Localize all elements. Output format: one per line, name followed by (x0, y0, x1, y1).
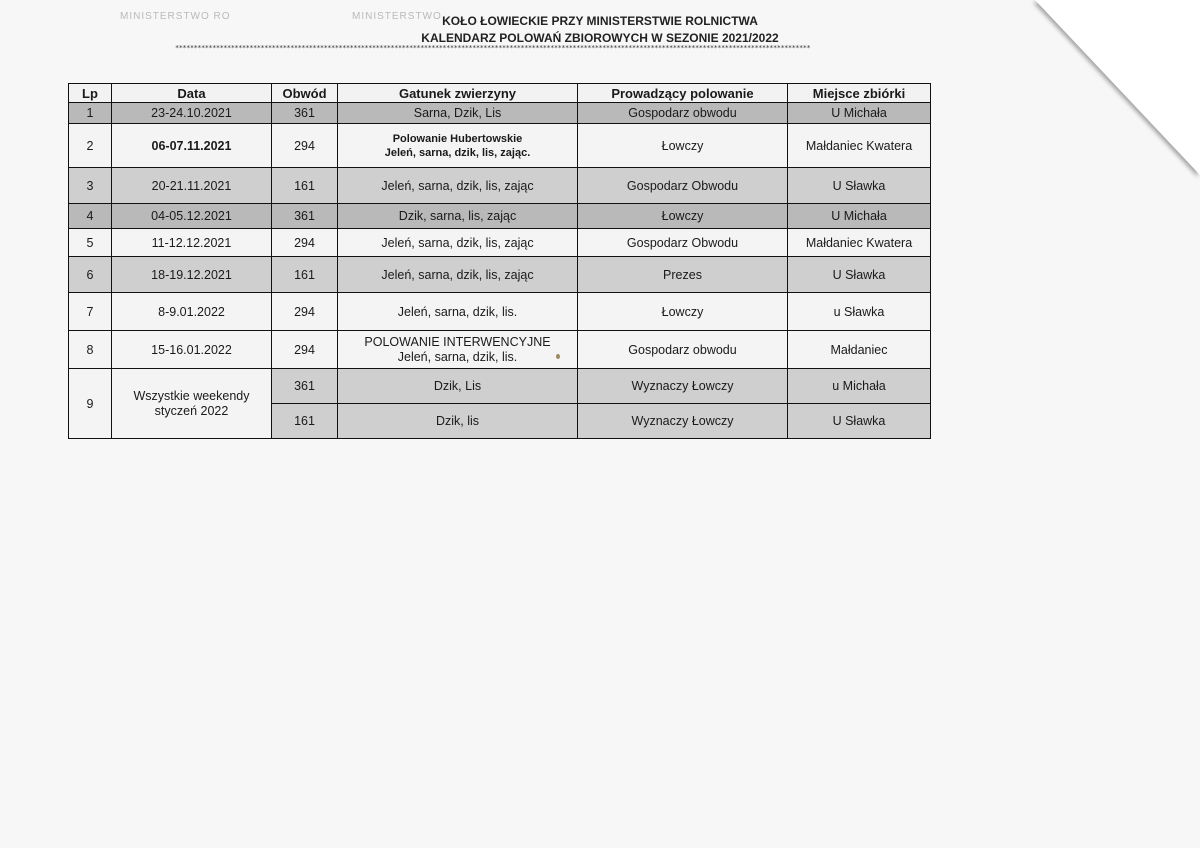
cell-miejsce: Małdaniec Kwatera (788, 124, 931, 168)
cell-obwod: 161 (272, 168, 338, 204)
ink-speck (556, 354, 560, 359)
cell-data: 18-19.12.2021 (112, 257, 272, 293)
cell-lp: 6 (69, 257, 112, 293)
cell-gatunek: Dzik, sarna, lis, zając (338, 204, 578, 229)
cell-prowadzacy: Łowczy (578, 124, 788, 168)
table-row (69, 331, 931, 369)
cell-obwod: 161 (272, 404, 338, 439)
cell-data: 20-21.11.2021 (112, 168, 272, 204)
hunt-title: POLOWANIE INTERWENCYJNE (364, 334, 551, 349)
cell-obwod: 294 (272, 293, 338, 331)
cell-prowadzacy: Prezes (578, 257, 788, 293)
cell-miejsce: u Michała (788, 369, 931, 404)
cell-obwod: 361 (272, 103, 338, 124)
col-header-data: Data (112, 84, 272, 103)
cell-gatunek: Jeleń, sarna, dzik, lis, zając (338, 229, 578, 257)
cell-gatunek: Jeleń, sarna, dzik, lis, zając (338, 257, 578, 293)
cell-prowadzacy: Łowczy (578, 293, 788, 331)
faint-stamp-text-2: MINISTERSTWO (352, 11, 442, 22)
cell-obwod: 161 (272, 257, 338, 293)
folded-page-corner (1035, 0, 1200, 175)
cell-lp: 4 (69, 204, 112, 229)
cell-data: 23-24.10.2021 (112, 103, 272, 124)
cell-gatunek: Jeleń, sarna, dzik, lis. (338, 293, 578, 331)
cell-data: 8-9.01.2022 (112, 293, 272, 331)
col-header-obwod: Obwód (272, 84, 338, 103)
table-row (69, 257, 931, 293)
cell-data: 11-12.12.2021 (112, 229, 272, 257)
cell-gatunek: Jeleń, sarna, dzik, lis, zając (338, 168, 578, 204)
cell-data (112, 369, 272, 439)
cell-miejsce: U Michała (788, 204, 931, 229)
cell-miejsce: U Sławka (788, 257, 931, 293)
table-row (69, 229, 931, 257)
cell-lp: 3 (69, 168, 112, 204)
col-header-lp: Lp (69, 84, 112, 103)
cell-miejsce: U Michała (788, 103, 931, 124)
cell-data: 04-05.12.2021 (112, 204, 272, 229)
cell-lp: 5 (69, 229, 112, 257)
col-header-gatunek: Gatunek zwierzyny (338, 84, 578, 103)
cell-gatunek (338, 331, 578, 369)
hunt-title: Polowanie Hubertowskie (392, 132, 523, 145)
cell-gatunek (338, 124, 578, 168)
cell-miejsce: U Sławka (788, 404, 931, 439)
cell-lp: 9 (69, 369, 112, 439)
cell-obwod: 361 (272, 204, 338, 229)
table-row (69, 124, 931, 168)
faint-stamp-text: MINISTERSTWO RO (120, 11, 231, 22)
cell-miejsce: u Sławka (788, 293, 931, 331)
date-line-1: Wszystkie weekendy (133, 388, 250, 403)
cell-gatunek: Dzik, lis (338, 404, 578, 439)
cell-miejsce: U Sławka (788, 168, 931, 204)
cell-data: 15-16.01.2022 (112, 331, 272, 369)
hunt-species: Jeleń, sarna, dzik, lis. (397, 349, 518, 364)
document-subtitle: KALENDARZ POLOWAŃ ZBIOROWYCH W SEZONIE 2021/2022 (421, 31, 779, 45)
cell-prowadzacy: Gospodarz Obwodu (578, 229, 788, 257)
cell-obwod: 294 (272, 124, 338, 168)
cell-miejsce: Małdaniec (788, 331, 931, 369)
separator-line: *************************************************************************************************************************************************************************** (175, 44, 811, 52)
col-header-prowadzacy: Prowadzący polowanie (578, 84, 788, 103)
cell-lp: 8 (69, 331, 112, 369)
cell-prowadzacy: Gospodarz Obwodu (578, 168, 788, 204)
cell-lp: 7 (69, 293, 112, 331)
cell-gatunek: Dzik, Lis (338, 369, 578, 404)
cell-prowadzacy: Wyznaczy Łowczy (578, 369, 788, 404)
table-header-row (69, 84, 931, 103)
table-row (69, 369, 931, 404)
document-title: KOŁO ŁOWIECKIE PRZY MINISTERSTWIE ROLNICTWA (442, 14, 758, 28)
cell-miejsce: Małdaniec Kwatera (788, 229, 931, 257)
cell-lp: 1 (69, 103, 112, 124)
date-line-2: styczeń 2022 (154, 403, 229, 418)
cell-prowadzacy: Wyznaczy Łowczy (578, 404, 788, 439)
cell-prowadzacy: Gospodarz obwodu (578, 103, 788, 124)
table-row (69, 293, 931, 331)
table-row (69, 103, 931, 124)
cell-prowadzacy: Gospodarz obwodu (578, 331, 788, 369)
cell-obwod: 361 (272, 369, 338, 404)
table-row (69, 168, 931, 204)
col-header-miejsce: Miejsce zbiórki (788, 84, 931, 103)
cell-prowadzacy: Łowczy (578, 204, 788, 229)
hunting-calendar-table (68, 83, 931, 439)
cell-lp: 2 (69, 124, 112, 168)
cell-obwod: 294 (272, 331, 338, 369)
hunt-species: Jeleń, sarna, dzik, lis, zając. (384, 146, 531, 159)
cell-data: 06-07.11.2021 (112, 124, 272, 168)
cell-obwod: 294 (272, 229, 338, 257)
table-row (69, 204, 931, 229)
cell-gatunek: Sarna, Dzik, Lis (338, 103, 578, 124)
